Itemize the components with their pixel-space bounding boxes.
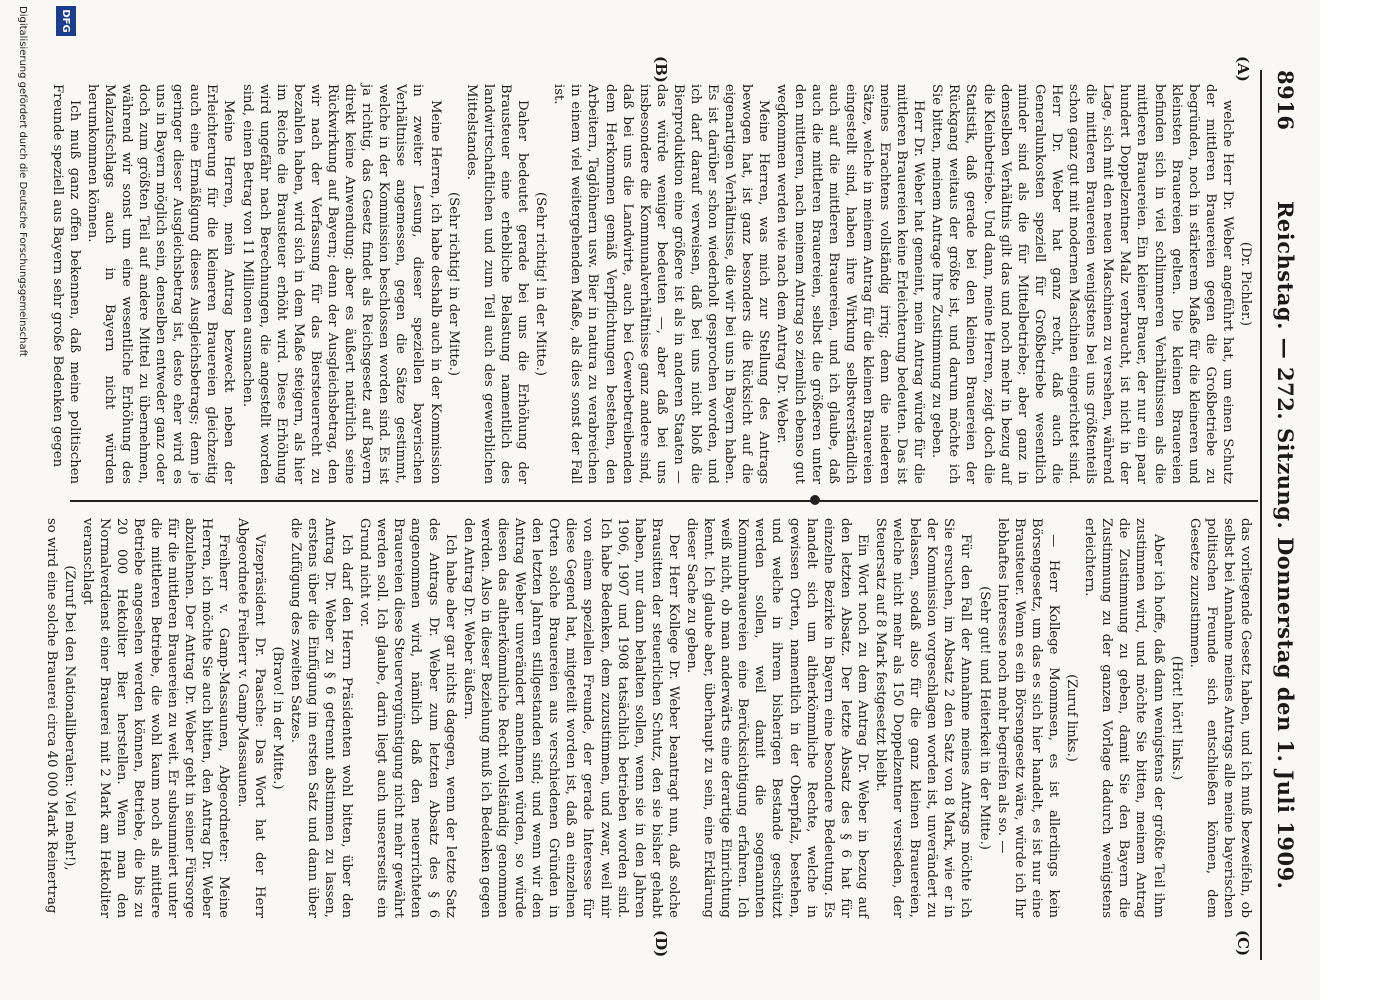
dfg-logo: DFG — [56, 6, 76, 36]
left-text-column — [49, 84, 1254, 484]
paragraph: Meine Herren, was mich zur Stellung des Antrags bewogen hat, ist ganz besonders die Rücksicht auf die eigenartigen Verhältnisse, die wir bei uns in Bayern haben. Es ist darüber schon wiederholt gesprochen worden, und ich darf darauf verweisen, daß bei uns nicht bloß die Bierproduktion eine größere ist als in anderen Staaten — das würde weniger bedeuten —, aber daß bei uns insbesondere die Kommunalverhältnisse ganz andere sind, daß bei uns die Landwirte, auch bei Gewerbetreibenden dem Herkommen gemäß Verpflichtungen bestehen, den Arbeitern, Taglöhnern usw. Bier in natura zu verabreichen in einem viel weitergehenden Maße, als dies sonst der Fall ist. — [551, 84, 772, 484]
paragraph: das vorliegende Gesetz haben, und ich muß bezweifeln, ob selbst bei Annahme meines Antrags alle meine bayerischen politischen Freunde sich entschließen können, dem Gesetze zuzustimmen. — [1186, 518, 1253, 918]
interjection: (Bravo! in der Mitte.) — [269, 646, 285, 790]
header-rule — [1260, 70, 1262, 960]
interjection: (Sehr richtig! in der Mitte.) — [445, 192, 461, 376]
paragraph: Aber ich hoffe, daß dann wenigstens der größte Teil ihm zustimmen wird, und möchte Sie bitten, meinem Antrag die Zustimmung zu geben, damit Sie den Bayern die Zustimmung zu der ganzen Vorlage dadurch wenigstens erleichtern. — [1082, 518, 1166, 918]
paragraph: welche Herr Dr. Weber angeführt hat, um einen Schutz der mittleren Brauereien gegen die Großbetriebe zu begründen, noch in stärkerem Maße für die kleineren und kleinsten Brauereien gelten. Die kleinen Brauereien befinden sich in viel schlimmeren Verhältnissen als die mittleren Brauereien. Ein kleiner Brauer, der nur ein paar hundert Doppelzentner Malz verbraucht, ist nicht in der Lage, sich mit den neuen Maschinen zu versehen, während die mittleren Brauereien wenigstens bei uns größtenteils schon ganz gut mit modernen Maschinen eingerichtet sind. Herr Dr. Weber hat ganz recht, daß auch die Generalunkosten speziell für Großbetriebe wesentlich minder sind als die für Mittelbetriebe; aber ganz in demselben Verhältnis gilt das und noch mehr in bezug auf die Kleinbetriebe. Und dann, meine Herren, zeigt doch die Statistik, daß gerade bei den kleinen Brauereien der Rückgang weitaus der größte ist, und darum möchte ich Sie bitten, meinem Antrage Ihre Zustimmung zu geben. — [929, 84, 1235, 484]
right-text-column — [43, 518, 1254, 918]
digitization-credit: Digitalisierung gefördert durch die Deutsche Forschungsgemeinschaft — [17, 6, 28, 357]
margin-marker-c: (C) — [1234, 930, 1252, 957]
interjection: (Sehr richtig! in der Mitte.) — [533, 192, 549, 376]
paragraph: Daher bedeutet gerade bei uns die Erhöhung der Brausteuer eine erhebliche Belastung namentlich des landwirtschaftlichen und zum Teil auch des gewerblichen Mittelstandes. — [463, 84, 531, 484]
paragraph: Meine Herren, mein Antrag bezweckt neben der Erleichterung für die kleineren Brauereien gleichzeitig auch eine Ermäßigung dieses Ausgleichsbetrags; denn je geringer dieser Ausgleichsbetrag ist, desto eher wird es uns in Bayern möglich sein, denselben entweder ganz oder doch zum größten Teil auf andere Mittel zu übernehmen, während wir sonst um eine wesentliche Erhöhung des Malzaufschlags auch in Bayern nicht würden herumkommen können. — [84, 84, 237, 484]
paragraph: Ich habe aber gar nichts dagegen, wenn der letzte Satz des Antrags Dr. Weber zum letzten Absatz des § 6 angenommen wird, nämlich daß den neuerrichteten Brauereien diese Steuervergünstigung nicht mehr gewährt werden soll. Ich glaube, darin liegt auch unsererseits ein Grund nicht vor. — [357, 518, 458, 918]
interjection: (Sehr gut! und Heiterkeit in der Mitte.) — [976, 586, 992, 850]
column-divider — [70, 500, 1258, 502]
paragraph: so wird eine solche Brauerei circa 40 000 Mark Reinertrag — [43, 518, 59, 914]
margin-marker-a: (A) — [1234, 56, 1252, 82]
paragraph: Meine Herren, ich habe deshalb auch in der Kommission in zweiter Lesung, dieser speziellen bayerischen Verhältnisse angemessen, gegen die Sätze gestimmt, welche in der Kommission beschlossen worden sind. Es ist ja richtig, das Gesetz findet als Reichsgesetz auf Bayern direkt keine Anwendung; aber es äußert natürlich seine Rückwirkung auf Bayern; denn der Ausgleichsbetrag, den wir nach der Verfassung für das Biersteuerrecht zu bezahlen haben, wird sich in dem Maße steigern, als hier im Reiche die Brausteuer erhöht wird. Diese Erhöhung wird ungefähr nach Berechnungen, die angestellt worden sind, einen Betrag von 11 Millionen ausmachen. — [239, 84, 443, 484]
paragraph: Für den Fall der Annahme meines Antrags möchte ich Sie ersuchen, im Absatz 2 den Satz von 8 Mark, wie er in der Kommission vorgeschlagen worden ist, unverändert zu belassen, sodaß also für die ganz kleinen Brauereien, welche nicht mehr als 150 Doppelzentner versieden, der Steuersatz auf 8 Mark festgesetzt bleibt. — [873, 518, 974, 918]
paragraph: Freiherr v. Gamp-Massaunen, Abgeordneter: Meine Herren, ich möchte Sie auch bitten, den Antrag Dr. Weber abzulehnen. Der Antrag Dr. Weber geht in seiner Fürsorge für die mittleren Brauereien zu weit. Er subsummiert unter die mittleren Betriebe, die wohl kaum noch als mittlere Betriebe angesehen werden können, Betriebe, die bis zu 20 000 Hektoliter Bier herstellen. Wenn man den Normalverdienst einer Brauerei mit 2 Mark am Hektoliter veranschlagt — [79, 518, 232, 918]
page-title: Reichstag. — 272. Sitzung. Donnerstag den 1. Juli 1909. — [1273, 200, 1299, 890]
interjection: (Zuruf links.) — [1064, 674, 1080, 762]
interjection: (Hört! hört! links.) — [1168, 655, 1184, 781]
column-divider-dot — [810, 495, 820, 505]
margin-marker-d: (D) — [652, 930, 670, 958]
paragraph: Ich darf den Herrn Präsidenten wohl bitten, über den Antrag Dr. Weber zu § 6 getrennt abstimmen zu lassen, erstens über die Einfügung im ersten Satz und dann über die Zufügung des zweiten Satzes. — [287, 518, 355, 918]
paragraph: Ein Wort noch zu dem Antrag Dr. Weber in bezug auf den letzten Absatz. Der letzte Absatz des § 6 hat für einzelne Bezirke in Bayern eine besondere Bedeutung. Es handelt sich um altherkömmliche Rechte, welche in gewissen Orten, namentlich in der Oberpfalz, bestehen, und welche in ihrem bisherigen Bestande geschützt werden sollen, weil damit die sogenannten Kommunbrauereien eine Berücksichtigung erfahren. Ich weiß nicht, ob man anderwärts eine derartige Einrichtung kennt. Ich glaube aber, überhaupt zu sein, eine Erklärung dieser Sache zu geben. — [684, 518, 870, 918]
paragraph: Vizepräsident Dr. Paasche: Das Wort hat der Herr Abgeordnete Freiherr v. Gamp-Massaunen. — [234, 518, 267, 918]
paragraph: Herr Dr. Weber hat gemeint, mein Antrag würde für die mittleren Brauereien keine Erleichterung bedeuten. Das ist meines Erachtens vollständig irrig; denn die niederen Sätze, welche in meinem Antrag für die kleinen Brauereien eingestellt sind, haben ihre Wirkung selbstverständlich auch auf die mittleren Brauereien, und ich glaube, daß auch die mittleren Brauereien, selbst die größeren unter den mittleren, nach meinem Antrag so ziemlich ebenso gut wegkommen werden wie nach dem Antrag Dr. Weber. — [774, 84, 927, 484]
page-number: 8916 — [1273, 70, 1299, 131]
paragraph: Ich muß ganz offen bekennen, daß meine politischen Freunde speziell aus Bayern sehr große Bedenken gegen — [49, 84, 82, 484]
interjection: (Dr. Pichler.) — [1238, 241, 1253, 327]
margin-marker-b: (B) — [652, 56, 670, 83]
paragraph: Der Herr Kollege Dr. Weber beantragt nun, daß solche Brausitten der steuerlichen Schutz, den sie bisher gehabt haben, nur dann behalten sollen, wenn sie in den Jahren 1906, 1907 und 1908 tatsächlich betrieben worden sind. Ich habe Bedenken, dem zuzustimmen, und zwar, weil mir von einem speziellen Freunde, der gerade Interesse für diese Gegend hat, mitgeteilt worden ist, daß an einzelnen Orten solche Brauereien aus verschiedenen Gründen in den letzten Jahren stillgestanden sind; und wenn wir den Antrag Weber unverändert annehmen würden, so würde diesen das altherkömmliche Recht vollständig genommen werden. Also in dieser Beziehung muß ich Bedenken gegen den Antrag Dr. Weber äußern. — [460, 518, 681, 918]
paragraph: — Herr Kollege Mommsen, es ist allerdings kein Börsengesetz, um das es sich hier handelt, es ist nur eine Brausteuer. Wenn es ein Börsengesetz wäre, würde ich Ihr lebhaftes Interesse noch mehr begreifen als so. — — [994, 518, 1061, 918]
page-header — [1266, 70, 1306, 960]
interjection: (Zuruf bei den Nationalliberalen: Viel mehr!), — [61, 565, 77, 871]
